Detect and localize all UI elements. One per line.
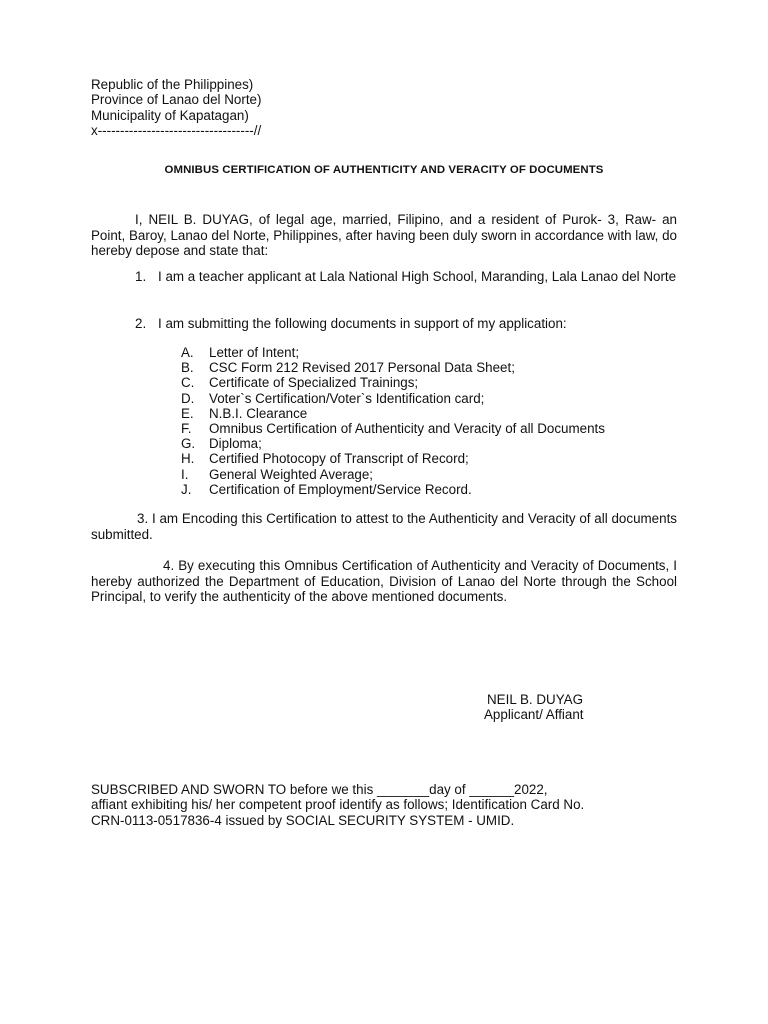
list-item <box>181 360 605 375</box>
list-item-text: Letter of Intent; <box>209 345 300 360</box>
list-item <box>181 436 605 451</box>
documents-list <box>181 345 605 497</box>
list-item <box>181 375 605 390</box>
intro-paragraph: I, NEIL B. DUYAG, of legal age, married, Filipino, and a resident of Purok- 3, Raw- an Point, Baroy, Lanao del Norte, Philippines, after having been duly sworn in accordance with law, do hereby depose and state that: <box>91 212 677 259</box>
list-item-letter: J. <box>181 481 192 497</box>
jurat-line: affiant exhibiting his/ her competent proof identify as follows; Identification Card No. <box>91 797 585 813</box>
list-item-text: N.B.I. Clearance <box>209 405 308 421</box>
list-item-letter: I. <box>181 466 189 482</box>
list-item-letter: B. <box>181 360 194 376</box>
list-item <box>181 391 605 406</box>
statement-text: I am a teacher applicant at Lala National High School, Maranding, Lala Lanao del Norte <box>158 269 677 284</box>
authorization-paragraph: 4. By executing this Omnibus Certification of Authenticity and Veracity of Documents, I hereby authorized the Department of Education, Division of Lanao del Norte through the School Principal, to verify the authenticity of the above mentioned documents. <box>91 558 677 605</box>
list-item-text: Diploma; <box>209 436 262 452</box>
list-item <box>181 345 605 360</box>
list-item <box>181 467 605 482</box>
jurat-line: SUBSCRIBED AND SWORN TO before we this _______day of ______2022, <box>91 782 548 797</box>
list-item-text: Omnibus Certification of Authenticity and Veracity of all Documents <box>209 421 605 437</box>
list-item-letter: E. <box>181 405 194 421</box>
statement-text: I am submitting the following documents in support of my application: <box>158 316 567 331</box>
document-title: OMNIBUS CERTIFICATION OF AUTHENTICITY AND VERACITY OF DOCUMENTS <box>164 164 604 176</box>
signatory-role: Applicant/ Affiant <box>484 707 584 723</box>
list-item <box>181 482 605 497</box>
list-item-letter: H. <box>181 451 195 467</box>
document-header <box>91 77 261 138</box>
list-item-text: CSC Form 212 Revised 2017 Personal Data Sheet; <box>209 360 515 376</box>
list-item-letter: D. <box>181 390 195 406</box>
statement-number: 2. <box>135 316 147 331</box>
header-separator: x-----------------------------------// <box>91 122 262 138</box>
list-item-letter: F. <box>181 421 192 437</box>
list-item-text: Certificate of Specialized Trainings; <box>209 375 419 391</box>
statement-item <box>91 316 677 332</box>
list-item-text: Voter`s Certification/Voter`s Identification card; <box>209 390 485 406</box>
list-item-letter: A. <box>181 345 194 360</box>
jurat-line: CRN-0113-0517836-4 issued by SOCIAL SECURITY SYSTEM - UMID. <box>91 812 515 828</box>
list-item-text: Certification of Employment/Service Record. <box>209 481 472 497</box>
signature-block <box>484 692 584 723</box>
statement-number: 1. <box>135 269 147 284</box>
header-republic: Republic of the Philippines) <box>91 77 254 92</box>
list-item-letter: C. <box>181 375 195 391</box>
statement-item <box>91 269 677 285</box>
header-municipality: Municipality of Kapatagan) <box>91 107 249 123</box>
signatory-name: NEIL B. DUYAG <box>487 692 583 707</box>
header-province: Province of Lanao del Norte) <box>91 92 262 108</box>
jurat-block <box>91 782 584 828</box>
list-item-text: Certified Photocopy of Transcript of Record; <box>209 451 469 467</box>
list-item-letter: G. <box>181 436 196 452</box>
encoding-paragraph: 3. I am Encoding this Certification to attest to the Authenticity and Veracity of all documents submitted. <box>91 511 677 542</box>
list-item-text: General Weighted Average; <box>209 466 374 482</box>
list-item <box>181 421 605 436</box>
list-item <box>181 451 605 466</box>
list-item <box>181 406 605 421</box>
